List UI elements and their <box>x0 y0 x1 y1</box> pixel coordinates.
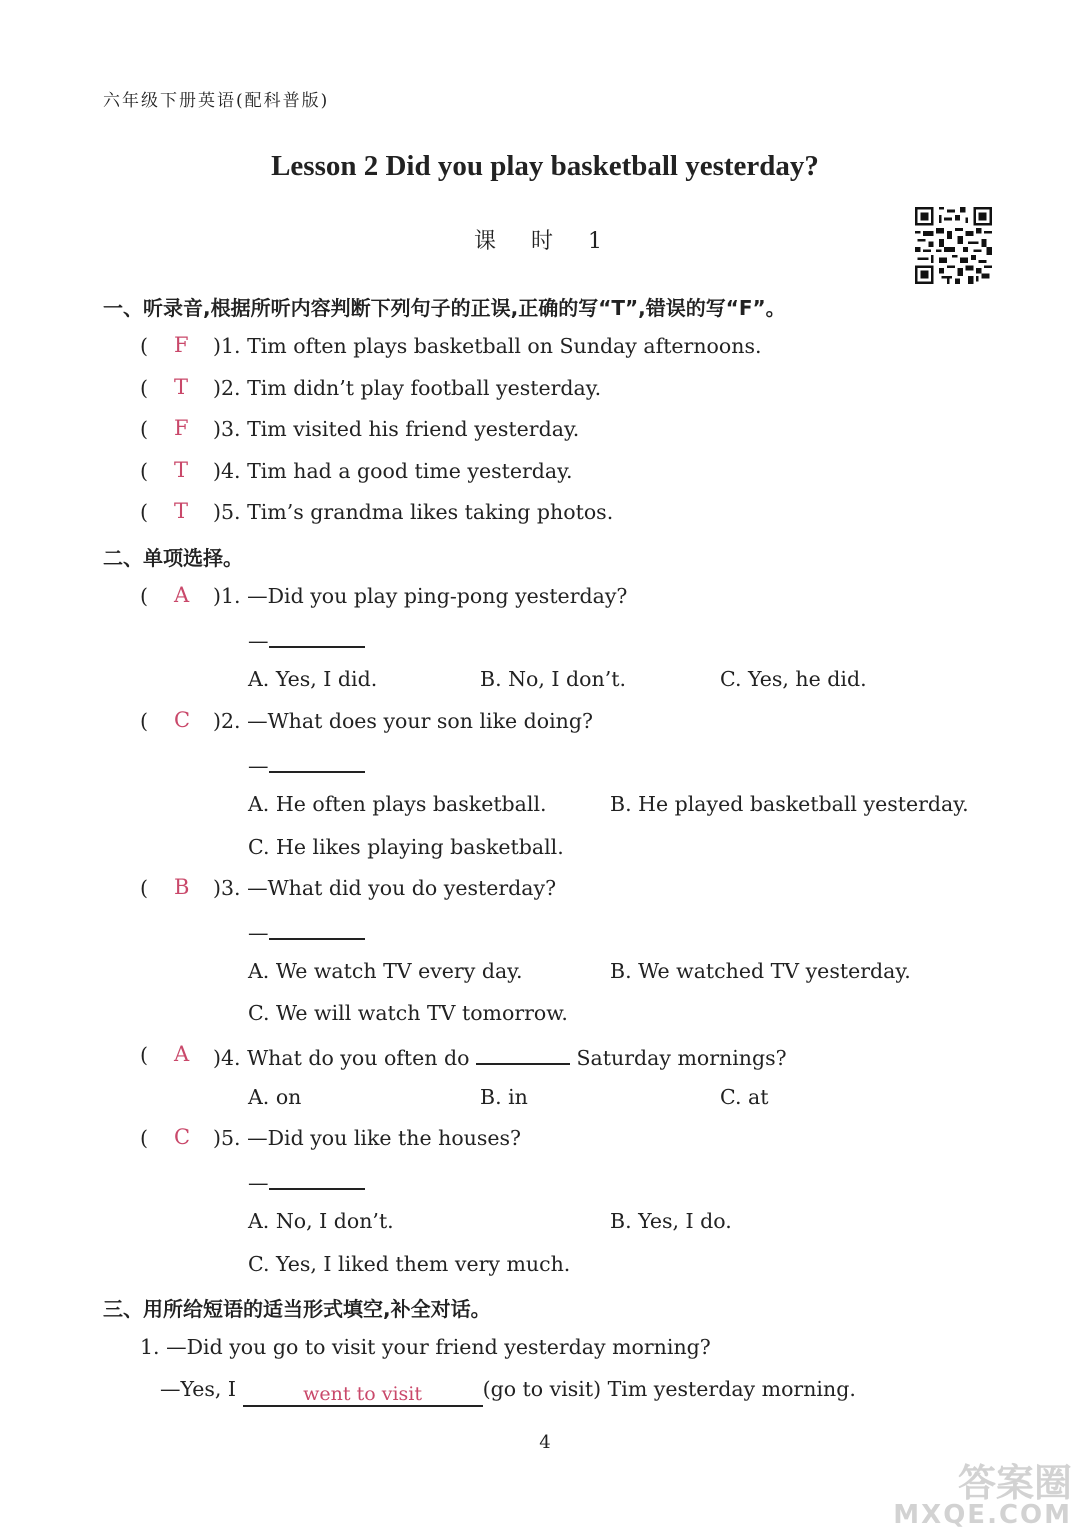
paren-open: ( <box>140 376 148 400</box>
paren-open: ( <box>140 1126 148 1150</box>
option-b: B. Yes, I do. <box>610 1209 732 1233</box>
answer-mark: A <box>174 1042 190 1066</box>
option-b: B. He played basketball yesterday. <box>610 792 969 816</box>
paren-open: ( <box>140 584 148 608</box>
answer-mark: A <box>174 583 190 607</box>
option-a: A. on <box>248 1085 302 1109</box>
paren-open: ( <box>140 876 148 900</box>
option-c: C. We will watch TV tomorrow. <box>248 1001 568 1025</box>
question-text: )1. Tim often plays basketball on Sunday afternoons. <box>213 334 762 358</box>
option-a: A. No, I don’t. <box>248 1209 394 1233</box>
option-a: A. Yes, I did. <box>248 667 378 691</box>
option-a: A. We watch TV every day. <box>248 959 523 983</box>
lesson-title: Lesson 2 Did you play basketball yesterday? <box>271 150 819 182</box>
answer-mark: B <box>174 875 190 899</box>
answer-mark: T <box>174 499 189 523</box>
question-text: )3. —What did you do yesterday? <box>213 876 557 900</box>
option-c: C. He likes playing basketball. <box>248 835 564 859</box>
answer-mark: C <box>174 1125 191 1149</box>
option-a: A. He often plays basketball. <box>248 792 547 816</box>
option-c: C. Yes, I liked them very much. <box>248 1252 571 1276</box>
section-2-heading: 二、单项选择。 <box>103 546 243 570</box>
answer-blank[interactable] <box>243 1381 483 1407</box>
answer-blank[interactable]: — <box>248 751 365 778</box>
answer-mark: T <box>174 375 189 399</box>
qr-code-icon <box>915 207 992 284</box>
question-text: )5. Tim’s grandma likes taking photos. <box>213 500 614 524</box>
section-3-heading: 三、用所给短语的适当形式填空,补全对话。 <box>103 1297 491 1321</box>
answer-blank[interactable]: — <box>248 918 365 945</box>
answer-mark: C <box>174 708 191 732</box>
page-number: 4 <box>539 1432 551 1453</box>
watermark-logo: 答案圈 MXQE.COM <box>893 1461 1072 1530</box>
paren-open: ( <box>140 500 148 524</box>
fill-line: —Yes, I went to visit (go to visit) Tim yesterday morning. <box>160 1377 856 1405</box>
question-text: )5. —Did you like the houses? <box>213 1126 522 1150</box>
paren-open: ( <box>140 1043 148 1067</box>
question-text: )4. Tim had a good time yesterday. <box>213 459 573 483</box>
paren-open: ( <box>140 334 148 358</box>
answer-blank[interactable] <box>476 1043 570 1065</box>
question-text: )2. —What does your son like doing? <box>213 709 594 733</box>
option-b: B. We watched TV yesterday. <box>610 959 911 983</box>
answer-mark: T <box>174 458 189 482</box>
answer-mark: F <box>174 333 189 357</box>
lesson-subtitle: 课 时 1 <box>474 229 616 254</box>
option-b: B. in <box>480 1085 528 1109</box>
book-header: 六年级下册英语(配科普版) <box>103 91 330 111</box>
question-text: )4. What do you often do Saturday mornings? <box>213 1043 787 1070</box>
answer-mark: F <box>174 416 189 440</box>
question-text: )3. Tim visited his friend yesterday. <box>213 417 580 441</box>
question-text: )2. Tim didn’t play football yesterday. <box>213 376 602 400</box>
paren-open: ( <box>140 709 148 733</box>
section-1-heading: 一、听录音,根据所听内容判断下列句子的正误,正确的写“T”,错误的写“F”。 <box>103 296 786 320</box>
option-c: C. at <box>720 1085 769 1109</box>
answer-blank[interactable]: — <box>248 626 365 653</box>
option-c: C. Yes, he did. <box>720 667 867 691</box>
paren-open: ( <box>140 417 148 441</box>
question-text: 1. —Did you go to visit your friend yesterday morning? <box>140 1335 711 1359</box>
answer-blank[interactable]: — <box>248 1168 365 1195</box>
filled-answer: went to visit <box>303 1383 422 1405</box>
question-text: )1. —Did you play ping-pong yesterday? <box>213 584 628 608</box>
paren-open: ( <box>140 459 148 483</box>
option-b: B. No, I don’t. <box>480 667 626 691</box>
